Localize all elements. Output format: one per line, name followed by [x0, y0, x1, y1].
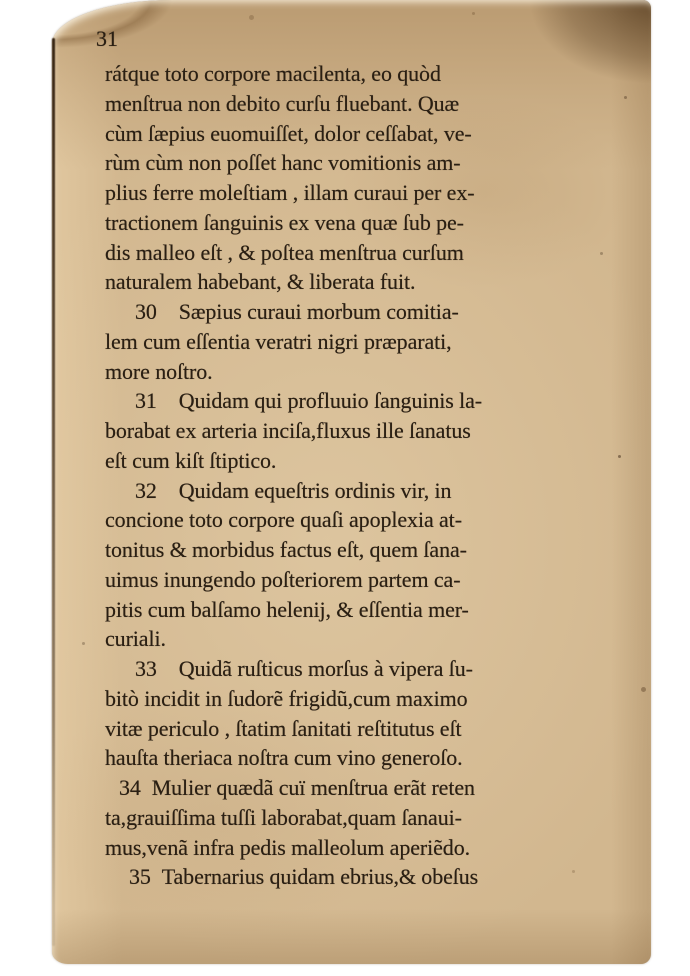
text-line: menſtrua non debito curſu fluebant. Quæ: [105, 90, 460, 116]
text-line: pitis cum balſamo helenij, & eſſentia mer-: [105, 596, 469, 622]
text-line: cùm ſæpius euomuiſſet, dolor ceſſabat, ve-: [105, 120, 472, 146]
text-line: ta,grauiſſima tuſſi laborabat,quam ſanaui-: [105, 804, 462, 830]
text-line: vitæ periculo , ſtatim ſanitati reſtitutus eſt: [105, 715, 462, 741]
text-line: bitò incidit in ſudorẽ frigidũ,cum maximo: [105, 685, 468, 711]
text-line: mus,venã infra pedis malleolum aperiẽdo.: [105, 834, 470, 860]
page-number: 31: [96, 26, 118, 51]
text-line: lem cum eſſentia veratri nigri præparati,: [105, 328, 452, 354]
text-line: more noſtro.: [105, 358, 213, 384]
page-left-edge: [52, 38, 55, 946]
text-line: hauſta theriaca noſtra cum vino generoſo.: [105, 745, 463, 771]
text-line: 35 Tabernarius quidam ebrius,& obeſus: [129, 864, 479, 890]
text-line: dis malleo eſt , & poſtea menſtrua curſum: [105, 239, 464, 265]
text-line: 32 Quidam equeſtris ordinis vir, in: [135, 477, 452, 503]
text-line: tractionem ſanguinis ex vena quæ ſub pe-: [105, 209, 464, 235]
text-line: 30 Sæpius curaui morbum comitia-: [135, 299, 459, 324]
text-line: tonitus & morbidus factus eſt, quem ſana-: [105, 537, 467, 562]
text-block: [105, 59, 562, 892]
text-line: 31 Quidam qui profluuio ſanguinis la-: [135, 388, 483, 414]
text-line: naturalem habebant, & liberata fuit.: [105, 269, 416, 295]
text-line: rùm cùm non poſſet hanc vomitionis am-: [105, 150, 461, 176]
text-line: rátque toto corpore macilenta, eo quòd: [105, 61, 441, 86]
text-line: eſt cum kiſt ſtiptico.: [105, 447, 277, 473]
text-line: curiali.: [105, 626, 166, 652]
text-line: 33 Quidã ruſticus morſus à vipera ſu-: [135, 656, 473, 681]
book-page: [52, 0, 651, 964]
text-line: plius ferre moleſtiam , illam curaui per ex-: [105, 180, 475, 205]
text-line: concione toto corpore quaſi apoplexia at-: [105, 507, 462, 533]
text-line: uimus inungendo poſteriorem partem ca-: [105, 566, 461, 592]
text-line: 34 Mulier quædã cuï menſtrua erãt reten: [119, 775, 475, 800]
text-line: borabat ex arteria inciſa,fluxus ille ſanatus: [105, 418, 471, 443]
